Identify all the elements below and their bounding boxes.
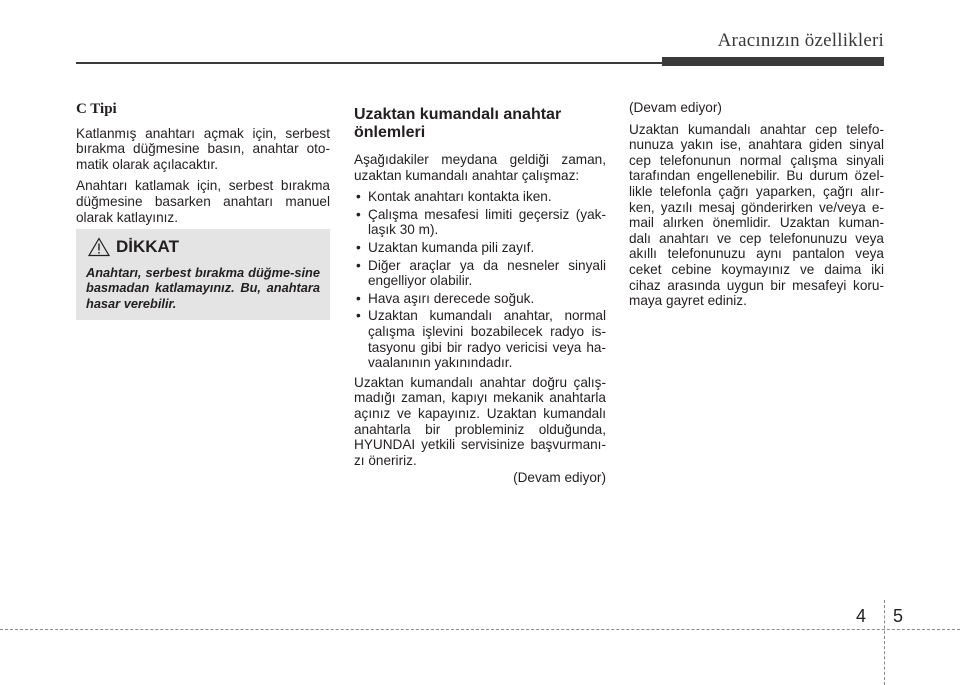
bullet-icon: • — [356, 257, 361, 273]
list-item: • Kontak anahtarı kontakta iken. — [356, 189, 552, 205]
chapter-number: 4 — [856, 606, 867, 626]
paragraph: Uzaktan kumandalı anahtar doğru çalış-madığı zaman, kapıyı mekanik anahtarla açınız ve kapayınız. Uzaktan kumandalı anahtarla bir probleminiz olduğunda, HYUNDAI yetkili servisinize başvurmanı-zı öneririz. — [354, 374, 606, 468]
list-item: • Uzaktan kumandalı anahtar, normal çalışma işlevini bozabilecek radyo is-tasyonu gibi bir radyo vericisi veya ha-vaalanının yakınındadır. — [356, 308, 606, 371]
paragraph: Katlanmış anahtarı açmak için, serbest bırakma düğmesine basın, anahtar oto-matik olarak açılacaktır. — [76, 125, 330, 172]
running-header-title: Aracınızın özellikleri — [717, 30, 884, 51]
caution-header — [88, 237, 179, 257]
section-heading: Uzaktan kumandalı anahtar önlemleri — [354, 106, 562, 141]
paragraph: Anahtarı katlamak için, serbest bırakma düğmesine basarken anahtarı manuel olarak katlayınız. — [76, 178, 330, 225]
caution-text: Anahtarı, serbest bırakma düğme-sine basmadan katlamayınız. Bu, anahtara hasar verebilir. — [86, 265, 320, 311]
intro-paragraph: Aşağıdakiler meydana geldiği zaman, uzaktan kumandalı anahtar çalışmaz: — [354, 152, 606, 183]
caution-title: DİKKAT — [116, 237, 179, 256]
paragraph: Uzaktan kumandalı anahtar cep telefo-nunuza yakın ise, anahtara giden sinyal cep telefonunun normal çalışma sinyali tarafından engellenebilir. Bu durum özel-likle telefonla çağrı yaparken, çağrı alır-ken, yazılı mesaj gönderirken ve/veya e-mail alırken önemlidir. Uzaktan kuman-dalı anahtarı ve cep telefonunuzu veya akıllı telefonunuzu aynı pantalon veya ceket cebine koymayınız ve daima iki cihaz arasında uygun bir mesafeyi koru-maya gayret ediniz. — [629, 121, 884, 309]
section-subheading: C Tipi — [76, 101, 117, 117]
header-rule-bar — [662, 57, 884, 66]
column-left — [76, 100, 330, 231]
column-middle — [354, 100, 606, 492]
warning-triangle-icon — [88, 237, 110, 257]
bullet-icon: • — [356, 290, 361, 306]
bullet-icon: • — [356, 206, 361, 222]
list-item: • Diğer araçlar ya da nesneler sinyali engelliyor olabilir. — [356, 257, 606, 289]
continued-note: (Devam ediyor) — [629, 100, 722, 115]
list-item: • Çalışma mesafesi limiti geçersiz (yak-laşık 30 m). — [356, 206, 606, 238]
bullet-icon: • — [356, 239, 361, 255]
footer-rule — [0, 629, 960, 630]
caution-box — [76, 229, 330, 320]
footer-separator — [884, 600, 885, 685]
list-item: • Hava aşırı derecede soğuk. — [356, 290, 535, 306]
header-rule — [76, 62, 662, 64]
bullet-icon: • — [356, 189, 361, 205]
list-item: • Uzaktan kumanda pili zayıf. — [356, 239, 535, 255]
page-number: 5 — [893, 606, 904, 626]
continued-note: (Devam ediyor) — [513, 470, 606, 486]
bullet-icon: • — [356, 308, 361, 324]
column-right — [629, 100, 884, 315]
bullet-list — [354, 189, 606, 371]
